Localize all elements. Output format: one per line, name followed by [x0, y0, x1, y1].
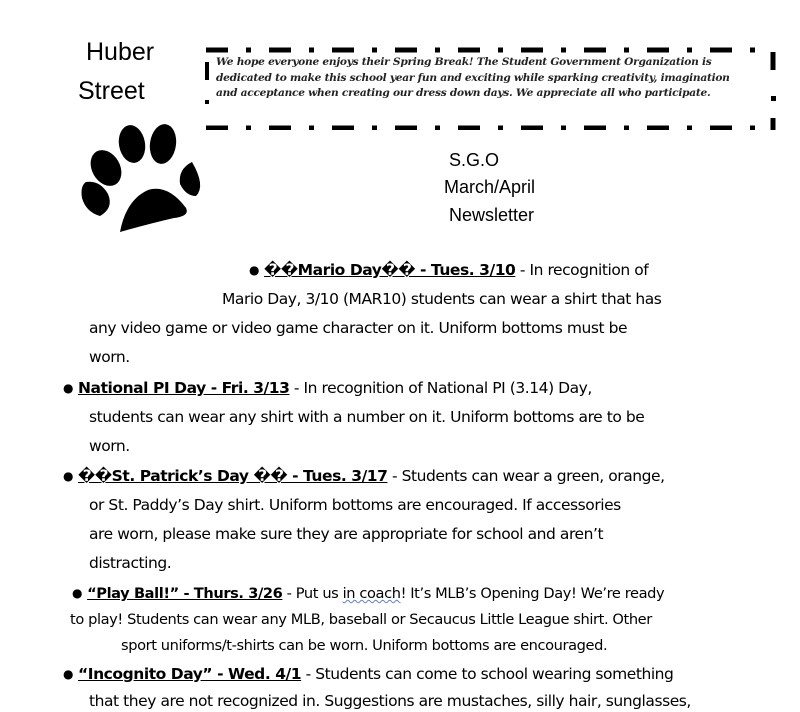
event-text: - In recognition of [515, 261, 649, 279]
newsletter-period: March/April [444, 177, 536, 197]
event-text: ! It’s MLB’s Opening Day! We’re ready [400, 585, 665, 602]
event-text: - Students can come to school wearing something [301, 665, 674, 683]
bullet-icon: ● [63, 381, 74, 395]
event-incognito-day [63, 665, 673, 683]
banner-message [216, 55, 768, 102]
school-name-line2: Street [78, 77, 145, 105]
bullet-icon: ● [63, 469, 74, 483]
event-title: “Incognito Day” - Wed. 4/1 [78, 665, 302, 683]
event-text: - Put us [282, 585, 343, 602]
spellcheck-flagged-text: in coach [342, 585, 401, 602]
event-text-line: any video game or video game character on it. Uniform bottoms must be [89, 319, 628, 337]
org-name: S.G.O [449, 150, 500, 170]
school-name-line1: Huber [86, 38, 155, 66]
event-text-line: that they are not recognized in. Suggestions are mustaches, silly hair, sunglasses, [89, 692, 691, 710]
event-text-line: distracting. [89, 554, 172, 572]
newsletter-label: Newsletter [449, 205, 535, 225]
event-mario-day [249, 261, 648, 279]
banner-line: We hope everyone enjoys their Spring Break! The Student Government Organization is [216, 56, 712, 68]
school-name [78, 33, 154, 111]
event-st-patricks-day [63, 467, 665, 485]
event-text-line: to play! Students can wear any MLB, baseball or Secaucus Little League shirt. Other [70, 611, 652, 628]
event-text-line: or St. Paddy’s Day shirt. Uniform bottoms are encouraged. If accessories [89, 496, 621, 514]
event-play-ball [72, 585, 664, 602]
event-text-line: worn. [89, 348, 130, 366]
banner-line: and acceptance when creating our dress down days. We appreciate all who participate. [216, 87, 711, 99]
event-title: “Play Ball!” - Thurs. 3/26 [87, 585, 283, 602]
bullet-icon: ● [249, 263, 260, 277]
welcome-banner [204, 46, 776, 130]
banner-line: dedicated to make this school year fun and exciting while sparking creativity, imagination [216, 71, 730, 84]
event-title: ��St. Patrick’s Day �� - Tues. 3/17 [78, 467, 388, 485]
event-title: ��Mario Day�� - Tues. 3/10 [264, 261, 516, 279]
event-text-line: students can wear any shirt with a number on it. Uniform bottoms are to be [89, 408, 645, 426]
event-text: - In recognition of National PI (3.14) Day, [289, 379, 592, 397]
paw-print-icon [78, 124, 210, 234]
event-text-line: sport uniforms/t-shirts can be worn. Uniform bottoms are encouraged. [121, 637, 608, 654]
event-text-line: are worn, please make sure they are appropriate for school and aren’t [89, 525, 604, 543]
event-title: National PI Day - Fri. 3/13 [78, 379, 290, 397]
event-text-line: Mario Day, 3/10 (MAR10) students can wear a shirt that has [222, 290, 662, 308]
bullet-icon: ● [63, 667, 74, 681]
bullet-icon: ● [72, 586, 83, 600]
event-text: - Students can wear a green, orange, [387, 467, 665, 485]
event-text-line: worn. [89, 437, 130, 455]
event-pi-day [63, 379, 592, 397]
